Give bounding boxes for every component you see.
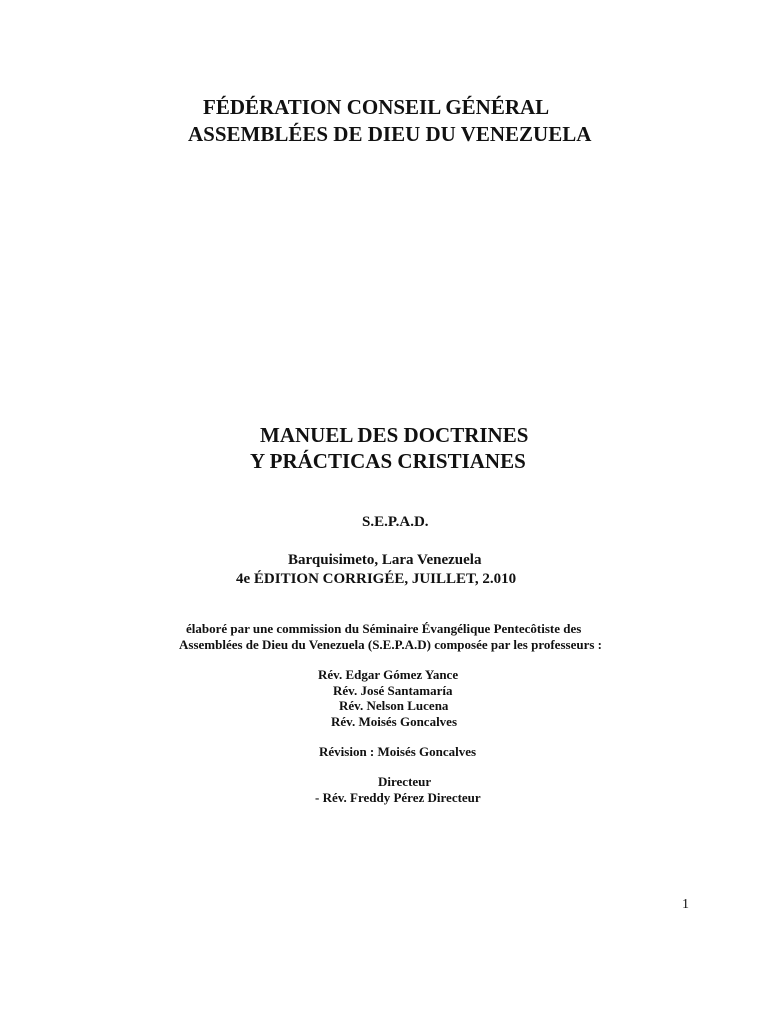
director-label: Directeur — [378, 774, 432, 789]
director-name: - Rév. Freddy Pérez Directeur — [315, 790, 481, 805]
professor-3: Rév. Nelson Lucena — [339, 698, 449, 713]
commission-line-1: élaboré par une commission du Séminaire Évangélique Pentecôtiste des — [186, 621, 582, 636]
professor-1: Rév. Edgar Gómez Yance — [318, 667, 459, 682]
manual-title: MANUEL DES DOCTRINES — [260, 423, 529, 447]
manual-subtitle: Y PRÁCTICAS CRISTIANES — [250, 449, 526, 473]
edition-text: 4e ÉDITION CORRIGÉE, JUILLET, 2.010 — [236, 571, 517, 587]
professor-4: Rév. Moisés Goncalves — [331, 714, 458, 729]
assemblies-title: ASSEMBLÉES DE DIEU DU VENEZUELA — [188, 122, 592, 146]
sepad-acronym: S.E.P.A.D. — [362, 514, 429, 530]
revision-text: Révision : Moisés Goncalves — [319, 744, 477, 759]
page-number: 1 — [682, 897, 689, 912]
commission-line-2: Assemblées de Dieu du Venezuela (S.E.P.A.D) composée par les professeurs : — [179, 637, 602, 652]
federation-title: FÉDÉRATION CONSEIL GÉNÉRAL — [203, 95, 550, 119]
location-text: Barquisimeto, Lara Venezuela — [288, 552, 482, 568]
professor-2: Rév. José Santamaría — [333, 683, 453, 698]
